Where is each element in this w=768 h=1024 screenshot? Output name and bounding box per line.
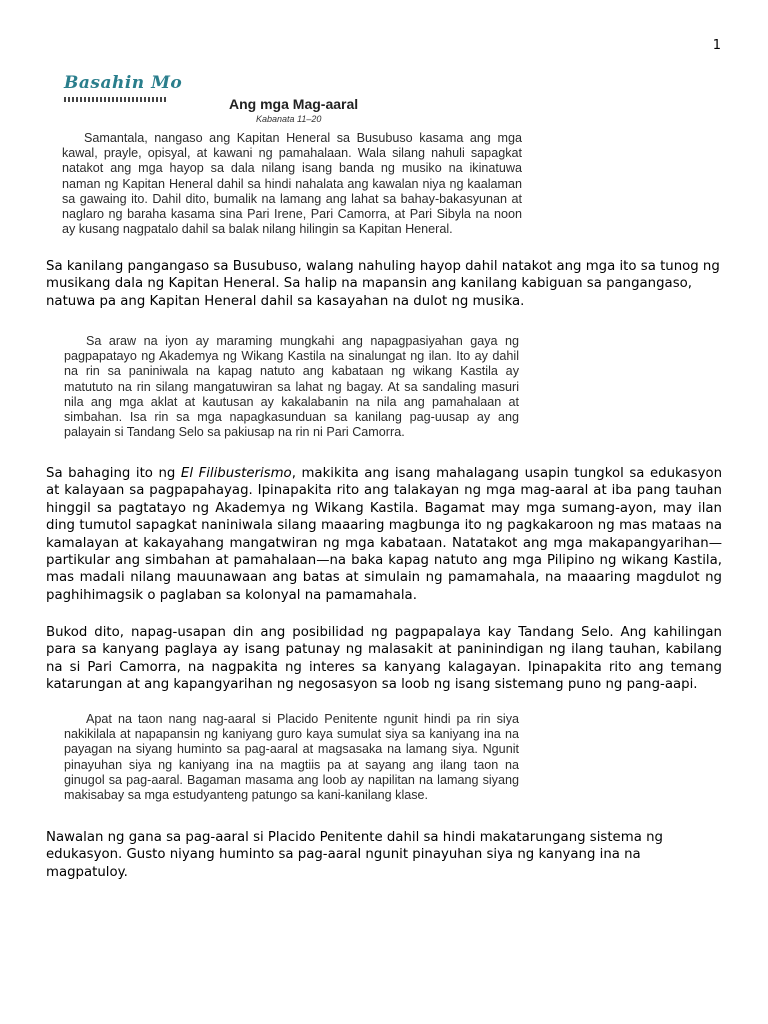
paragraph-1: Sa kanilang pangangaso sa Busubuso, walang nahuling hayop dahil natakot ang mga ito sa tunog ng musikang dala ng Kapitan Heneral. Sa halip na mapansin ang kanilang kabiguan sa pangangaso, natuwa pa ang Kapitan Heneral dahil sa kasayahan na dulot ng musika. [46,259,720,309]
book-title: El Filibusterismo [180,466,292,481]
excerpt-text-2: Sa araw na iyon ay maraming mungkahi ang napagpasiyahan gaya ng pagpapatayo ng Akademya ng Wikang Kastila na sinalungat ng ilan. Ito ay dahil na rin sa paniniwala na kapag natuto ang kabataan ng wikang Kastila ay matututo na rin silang mangatuwiran sa lahat ng bagay. At sa sandaling masuri nila ang mga aklat at kautusan ay kakalabanin na nila ang pamahalaan at simbahan. Isa rin sa mga napagkasunduan sa kanilang pag-uusap ay ang palayain si Tandang Selo sa pakiusap na rin ni Pari Camorra. [64,334,519,440]
brand-underline [64,97,166,102]
paragraph-2-intro: Sa bahaging ito ng [46,466,181,481]
brand-logo: Basahin Mo [64,73,183,93]
excerpt-text-1: Samantala, nangaso ang Kapitan Heneral sa Busubuso kasama ang mga kawal, prayle, opisyal, at kawani ng pamahalaan. Wala silang nahuli sapagkat natakot ang mga hayop sa dala nilang isang banda ng musiko na ikinatuwa naman ng Kapitan Heneral dahil sa hindi nahalata ang kawalan niya ng kaalaman sa gawaing ito. Dahil dito, bumalik na lamang ang lahat sa bahay-bakasyunan at naglaro ng baraha kasama sina Pari Irene, Pari Camorra, at Pari Sibyla na noon ay kusang nagpatalo dahil sa balak nilang hilingin sa Kapitan Heneral. [62,131,522,237]
paragraph-2 [46,465,722,604]
paragraph-3: Bukod dito, napag-usapan din ang posibilidad ng pagpapalaya kay Tandang Selo. Ang kahilingan para sa kanyang paglaya ay isang patunay ng malasakit at paninindigan ng ilang tauhan, kabilang na si Pari Camorra, na nagpakita ng interes sa kanyang kalagayan. Ipinapakita rito ang temang katarungan at ang kapangyarihan ng negosasyon sa loob ng isang sistemang puno ng pang-aapi. [46,625,722,693]
excerpt-subtitle: Kabanata 11–20 [256,114,322,124]
excerpt-text-3: Apat na taon nang nag-aaral si Placido Penitente ngunit hindi pa rin siya nakikilala at napapansin ng kaniyang guro kaya sumulat siya sa kaniyang ina na payagan na siyang huminto sa pag-aaral at magsasaka na lamang siya. Ngunit pinayuhan siya ng kaniyang ina na magtiis pa at sayang ang ilang taon na ginugol sa pag-aaral. Bagaman masama ang loob ay napilitan na lamang siyang makisabay sa mga estudyanteng patungo sa kani-kanilang klase. [64,712,519,803]
excerpt-title: Ang mga Mag-aaral [229,96,359,112]
page-number: 1 [712,38,721,53]
paragraph-2-body: , makikita ang isang mahalagang usapin tungkol sa edukasyon at kalayaan sa pagpapahayag. Ipinapakita rito ang talakayan ng mga mag-aaral at iba pang tauhan hinggil sa pagtatayo ng Akademya ng Wikang Kastila. Bagamat may mga sumang-ayon, may ilan ding tumutol sapagkat naniniwala silang maaaring magbunga ito ng pagkakaroon ng mas mataas na kamalayan at kakayahang mangatwiran ng mga kabataan. Natatakot ang mga makapangyarihan—partikular ang simbahan at pamahalaan—na baka kapag natuto ang mga Pilipino ng wikang Kastila, mas madali nilang mauunawaan ang batas at simulain ng pamamahala, na maaaring magdulot ng paghihimagsik o paglaban sa kolonyal na pamamahala. [46,466,723,603]
paragraph-4: Nawalan ng gana sa pag-aaral si Placido Penitente dahil sa hindi makatarungang sistema ng edukasyon. Gusto niyang huminto sa pag-aaral ngunit pinayuhan siya ng kanyang ina na magpatuloy. [46,830,663,880]
